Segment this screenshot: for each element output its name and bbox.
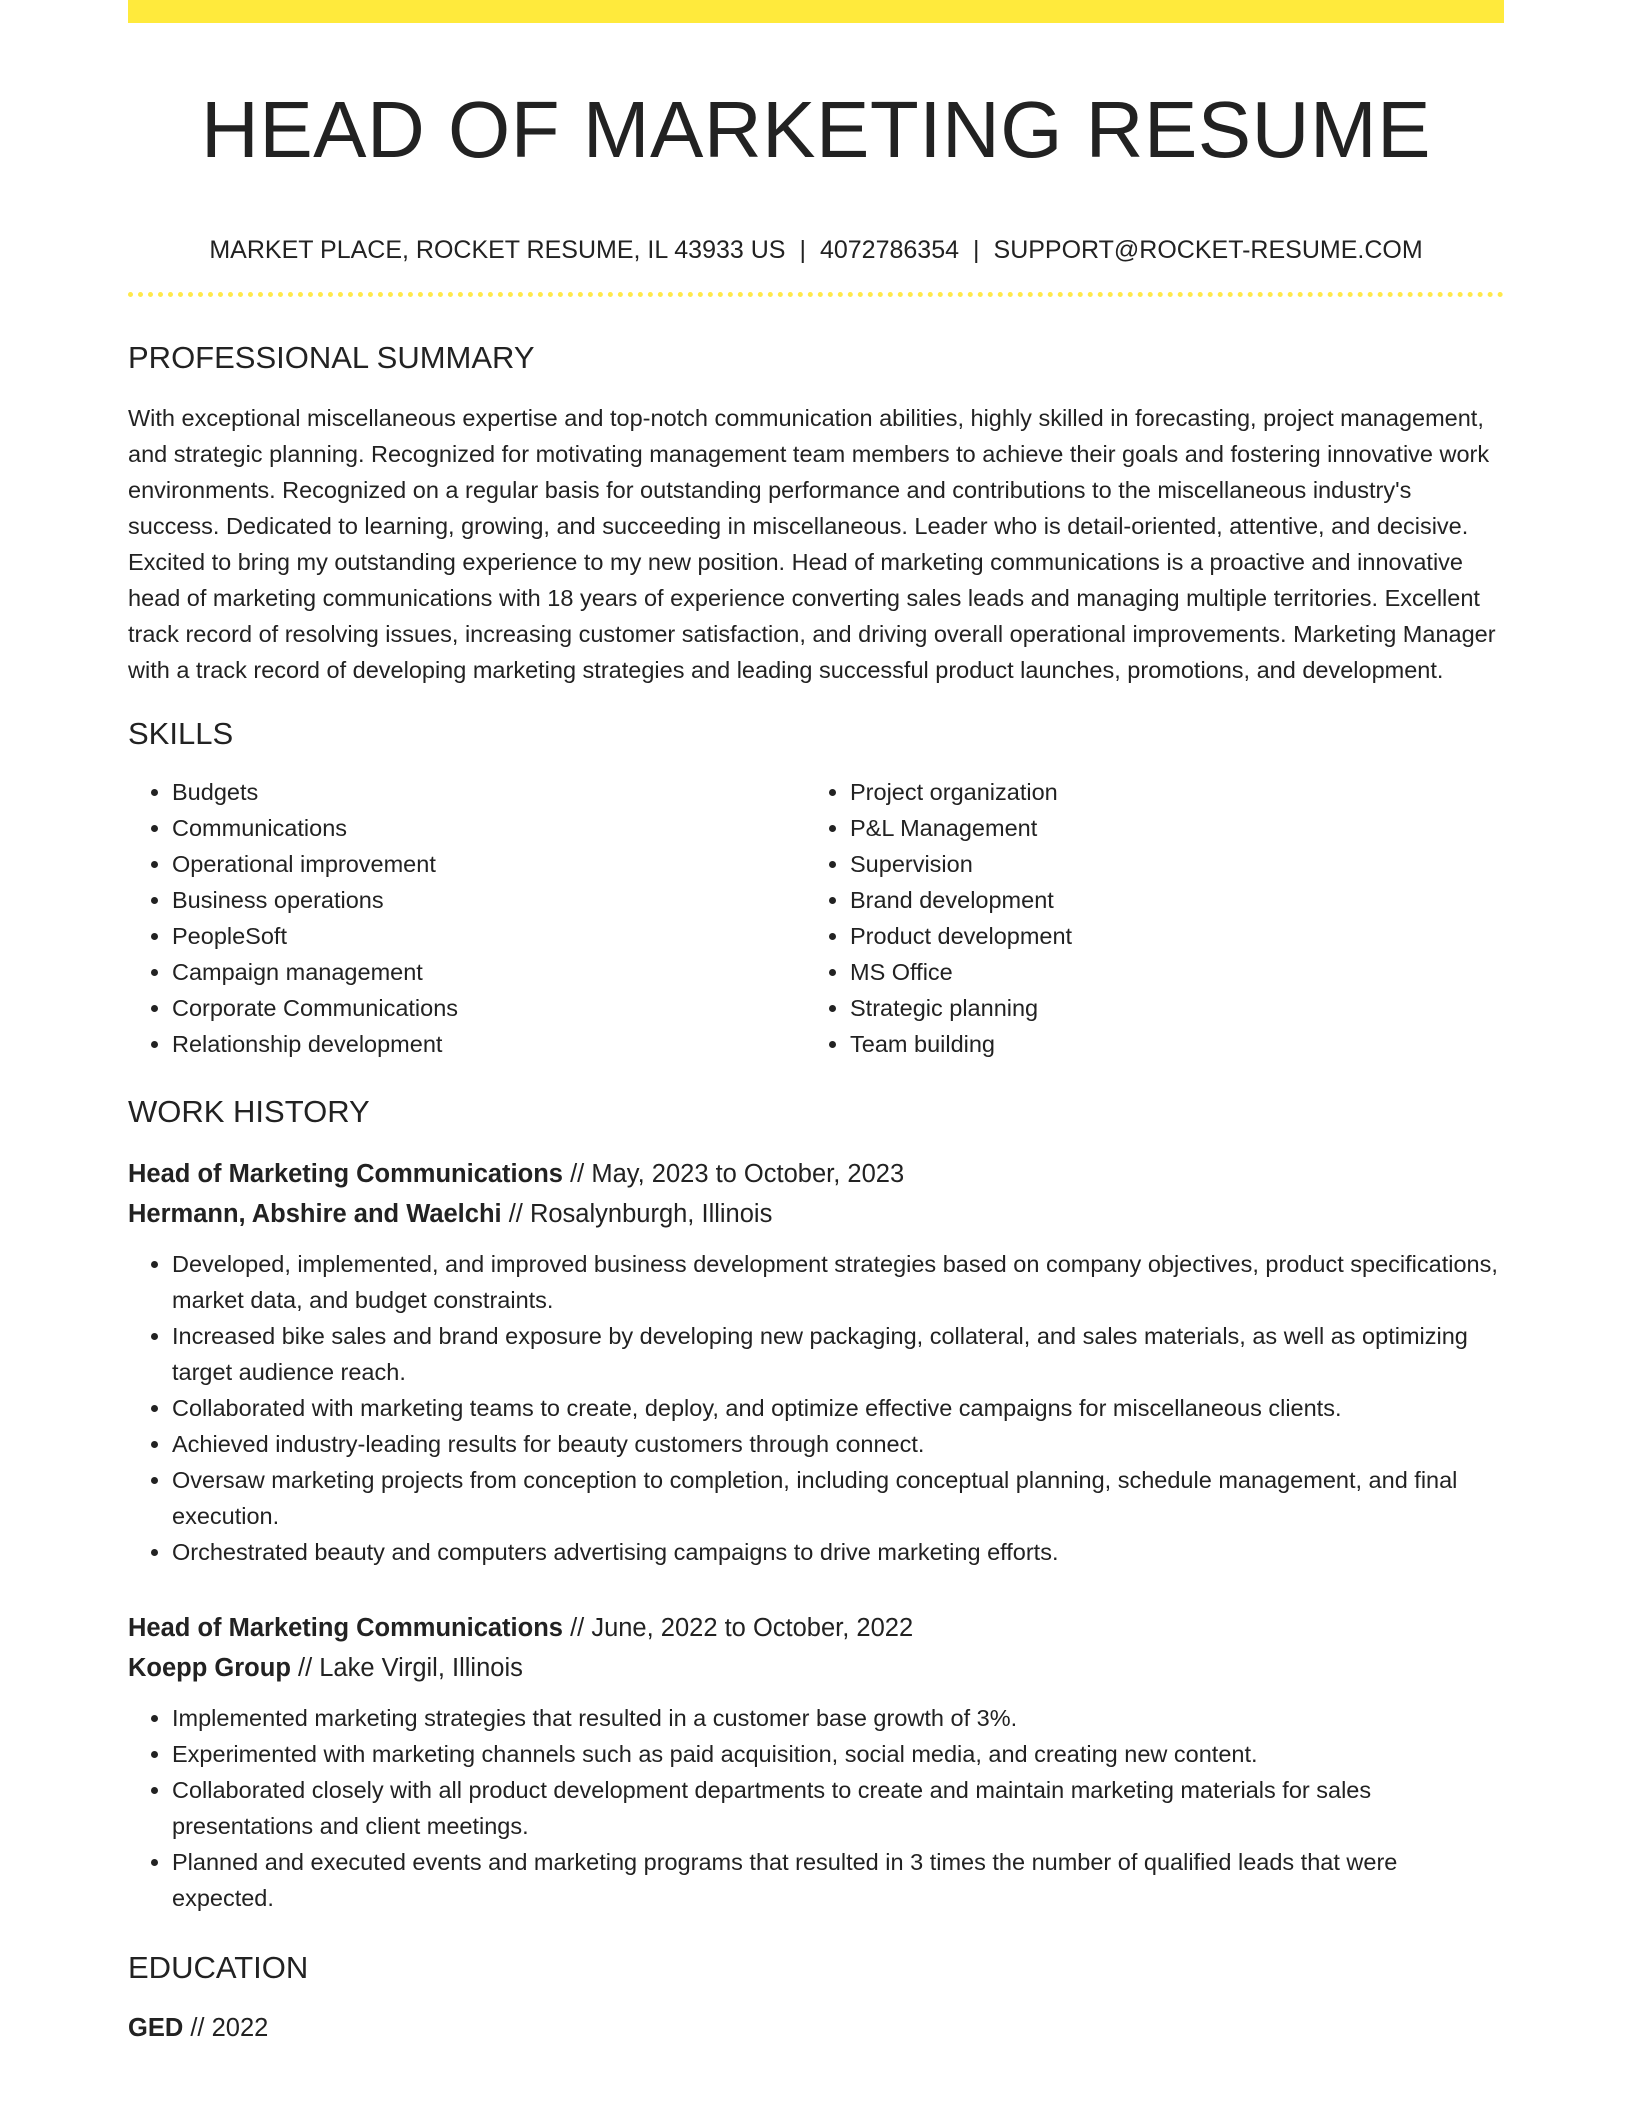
summary-heading: PROFESSIONAL SUMMARY xyxy=(128,340,535,375)
job-bullet: • Experimented with marketing channels such as paid acquisition, social media, and creating new content. xyxy=(172,1736,1504,1772)
skill-item: • Communications xyxy=(172,810,806,846)
job-entry xyxy=(128,1154,1504,1570)
contact-address: MARKET PLACE, ROCKET RESUME, IL 43933 US xyxy=(209,236,786,264)
job-company-line xyxy=(128,1648,1504,1688)
job-role-line xyxy=(128,1608,1504,1648)
skill-item: • P&L Management xyxy=(850,810,1484,846)
skill-item: • PeopleSoft xyxy=(172,918,806,954)
job-role: Head of Marketing Communications xyxy=(128,1160,563,1188)
skill-item: • Product development xyxy=(850,918,1484,954)
education-degree: GED xyxy=(128,2014,184,2042)
contact-line xyxy=(128,235,1504,265)
job-location: // Lake Virgil, Illinois xyxy=(290,1654,523,1682)
job-role-line xyxy=(128,1154,1504,1194)
education-year: // 2022 xyxy=(183,2014,269,2042)
contact-separator: | xyxy=(799,236,806,264)
skills-heading: SKILLS xyxy=(128,716,234,751)
skill-item: • Corporate Communications xyxy=(172,990,806,1026)
job-bullet: • Developed, implemented, and improved business development strategies based on company objectives, product specifications, market data, and budget constraints. xyxy=(172,1246,1504,1318)
education-heading: EDUCATION xyxy=(128,1950,309,1985)
contact-phone: 4072786354 xyxy=(819,236,960,264)
contact-email: SUPPORT@ROCKET-RESUME.COM xyxy=(993,236,1423,264)
skill-item: • Campaign management xyxy=(172,954,806,990)
skill-item: • Strategic planning xyxy=(850,990,1484,1026)
skill-item: • Operational improvement xyxy=(172,846,806,882)
job-bullet: • Oversaw marketing projects from conception to completion, including conceptual planning, schedule management, and final execution. xyxy=(172,1462,1504,1534)
job-company-line xyxy=(128,1194,1504,1234)
job-bullets xyxy=(128,1246,1504,1570)
summary-text: With exceptional miscellaneous expertise and top-notch communication abilities, highly skilled in forecasting, project management, and strategic planning. Recognized for motivating management team members to achieve their goals and fostering innovative work environments. Recognized on a regular basis for outstanding performance and contributions to the miscellaneous industry's success. Dedicated to learning, growing, and succeeding in miscellaneous. Leader who is detail-oriented, attentive, and decisive. Excited to bring my outstanding experience to my new position. Head of marketing communications is a proactive and innovative head of marketing communications with 18 years of experience converting sales leads and managing multiple territories. Excellent track record of resolving issues, increasing customer satisfaction, and driving overall operational improvements. Marketing Manager with a track record of developing marketing strategies and leading successful product launches, promotions, and development. xyxy=(128,405,1496,683)
job-company: Hermann, Abshire and Waelchi xyxy=(128,1200,502,1228)
skill-item: • Budgets xyxy=(172,774,806,810)
job-bullet: • Achieved industry-leading results for beauty customers through connect. xyxy=(172,1426,1504,1462)
skills-list-right xyxy=(806,774,1484,1062)
job-bullet: • Implemented marketing strategies that resulted in a customer base growth of 3%. xyxy=(172,1700,1504,1736)
resume-title: HEAD OF MARKETING RESUME xyxy=(201,85,1431,174)
skills-columns xyxy=(128,774,1504,1062)
skill-item: • Team building xyxy=(850,1026,1484,1062)
job-bullet: • Orchestrated beauty and computers advertising campaigns to drive marketing efforts. xyxy=(172,1534,1504,1570)
work-history-heading: WORK HISTORY xyxy=(128,1094,370,1129)
skill-item: • Business operations xyxy=(172,882,806,918)
job-entry xyxy=(128,1608,1504,1916)
education-entry xyxy=(128,2008,1504,2048)
job-dates: // May, 2023 to October, 2023 xyxy=(562,1160,905,1188)
resume-content xyxy=(128,0,1504,2048)
job-bullet: • Increased bike sales and brand exposure by developing new packaging, collateral, and sales materials, as well as optimizing target audience reach. xyxy=(172,1318,1504,1390)
skill-item: • MS Office xyxy=(850,954,1484,990)
job-dates: // June, 2022 to October, 2022 xyxy=(562,1614,914,1642)
job-bullet: • Collaborated with marketing teams to create, deploy, and optimize effective campaigns for miscellaneous clients. xyxy=(172,1390,1504,1426)
contact-separator: | xyxy=(973,236,980,264)
skill-item: • Relationship development xyxy=(172,1026,806,1062)
job-bullet: • Planned and executed events and marketing programs that resulted in 3 times the number of qualified leads that were expected. xyxy=(172,1844,1504,1916)
skill-item: • Project organization xyxy=(850,774,1484,810)
skill-item: • Brand development xyxy=(850,882,1484,918)
job-bullet: • Collaborated closely with all product development departments to create and maintain marketing materials for sales presentations and client meetings. xyxy=(172,1772,1504,1844)
job-location: // Rosalynburgh, Illinois xyxy=(501,1200,773,1228)
job-bullets xyxy=(128,1700,1504,1916)
job-company: Koepp Group xyxy=(128,1654,291,1682)
skill-item: • Supervision xyxy=(850,846,1484,882)
dotted-divider xyxy=(128,292,1504,297)
skills-list-left xyxy=(128,774,806,1062)
job-role: Head of Marketing Communications xyxy=(128,1614,563,1642)
